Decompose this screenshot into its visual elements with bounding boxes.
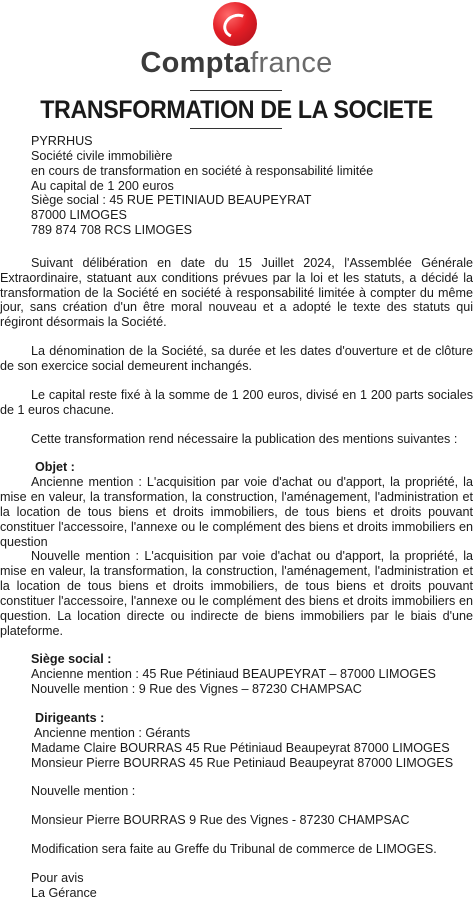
dirigeants-ancienne-label: Ancienne mention : Gérants (34, 725, 191, 740)
title-rule-bottom (190, 128, 282, 129)
paragraph-publication: Cette transformation rend nécessaire la publication des mentions suivantes : (31, 431, 458, 446)
signature: La Gérance (31, 885, 97, 900)
logo-emblem-icon (213, 2, 257, 46)
title-rule-top (190, 90, 282, 91)
logo-wordmark (0, 46, 473, 80)
objet-ancienne: Ancienne mention : L'acquisition par voie d'achat ou d'apport, la propriété, la mise en valeur, la transformation, la construction, l'aménagement, l'administration et la location de tous biens et droits immobiliers, de tous biens et droits pouvant constituer l'accessoire, l'annexe ou le complément des biens et droits immobiliers en question (0, 475, 473, 549)
company-city: 87000 LIMOGES (31, 208, 127, 223)
page-title: TRANSFORMATION DE LA SOCIETE (40, 96, 433, 124)
greffe-statement: Modification sera faite au Greffe du Tribunal de commerce de LIMOGES. (31, 842, 437, 857)
dirigeant-nouveau-1: Monsieur Pierre BOURRAS 9 Rue des Vignes - 87230 CHAMPSAC (31, 813, 410, 828)
dirigeants-nouvelle-label: Nouvelle mention : (31, 784, 136, 799)
objet-heading: Objet : (35, 460, 75, 475)
dirigeant-ancien-1: Madame Claire BOURRAS 45 Rue Pétiniaud Beaupeyrat 87000 LIMOGES (31, 740, 450, 755)
logo-brand-light: france (250, 47, 333, 79)
dirigeants-heading: Dirigeants : (35, 711, 105, 725)
objet-nouvelle: Nouvelle mention : L'acquisition par voie d'achat ou d'apport, la propriété, la mise en valeur, la transformation, la construction, l'aménagement, l'administration et la location de tous biens et droits immobiliers, de tous biens et droits pouvant constituer l'accessoire, l'annexe ou le complément des biens et droits immobiliers en question. La location directe ou indirecte de biens immobiliers par le biais d'une plateforme. (0, 549, 473, 638)
siege-ancienne: Ancienne mention : 45 Rue Pétiniaud BEAUPEYRAT – 87000 LIMOGES (31, 667, 436, 682)
company-rcs: 789 874 708 RCS LIMOGES (31, 223, 193, 238)
company-form: Société civile immobilière (31, 148, 173, 163)
company-seat: Siège social : 45 RUE PETINIAUD BEAUPEYRAT (31, 193, 312, 208)
siege-heading: Siège social : (31, 652, 112, 667)
company-header (0, 134, 473, 238)
dirigeant-ancien-2: Monsieur Pierre BOURRAS 45 Rue Petiniaud Beaupeyrat 87000 LIMOGES (31, 755, 454, 770)
company-name: PYRRHUS (31, 134, 93, 148)
notice-body (0, 134, 473, 901)
pour-avis: Pour avis (31, 870, 84, 885)
siege-nouvelle: Nouvelle mention : 9 Rue des Vignes – 87230 CHAMPSAC (31, 682, 362, 697)
comptafrance-logo (0, 0, 473, 95)
paragraph-denomination: La dénomination de la Société, sa durée et les dates d'ouverture et de clôture de son exercice social demeurent inchangés. (0, 344, 473, 373)
company-capital: Au capital de 1 200 euros (31, 178, 174, 193)
paragraph-deliberation: Suivant délibération en date du 15 Juillet 2024, l'Assemblée Générale Extraordinaire, statuant aux conditions prévues par la loi et les statuts, a décidé la transformation de la Société en société à responsabilité limitée à compter du même jour, sans création d'un être moral nouveau et a adopté le texte des statuts qui régiront désormais la Société. (0, 255, 473, 330)
paragraph-capital: Le capital reste fixé à la somme de 1 200 euros, divisé en 1 200 parts sociales de 1 euros chacune. (0, 387, 473, 417)
company-status: en cours de transformation en société à responsabilité limitée (31, 163, 374, 178)
logo-brand-bold: Compta (140, 47, 251, 79)
